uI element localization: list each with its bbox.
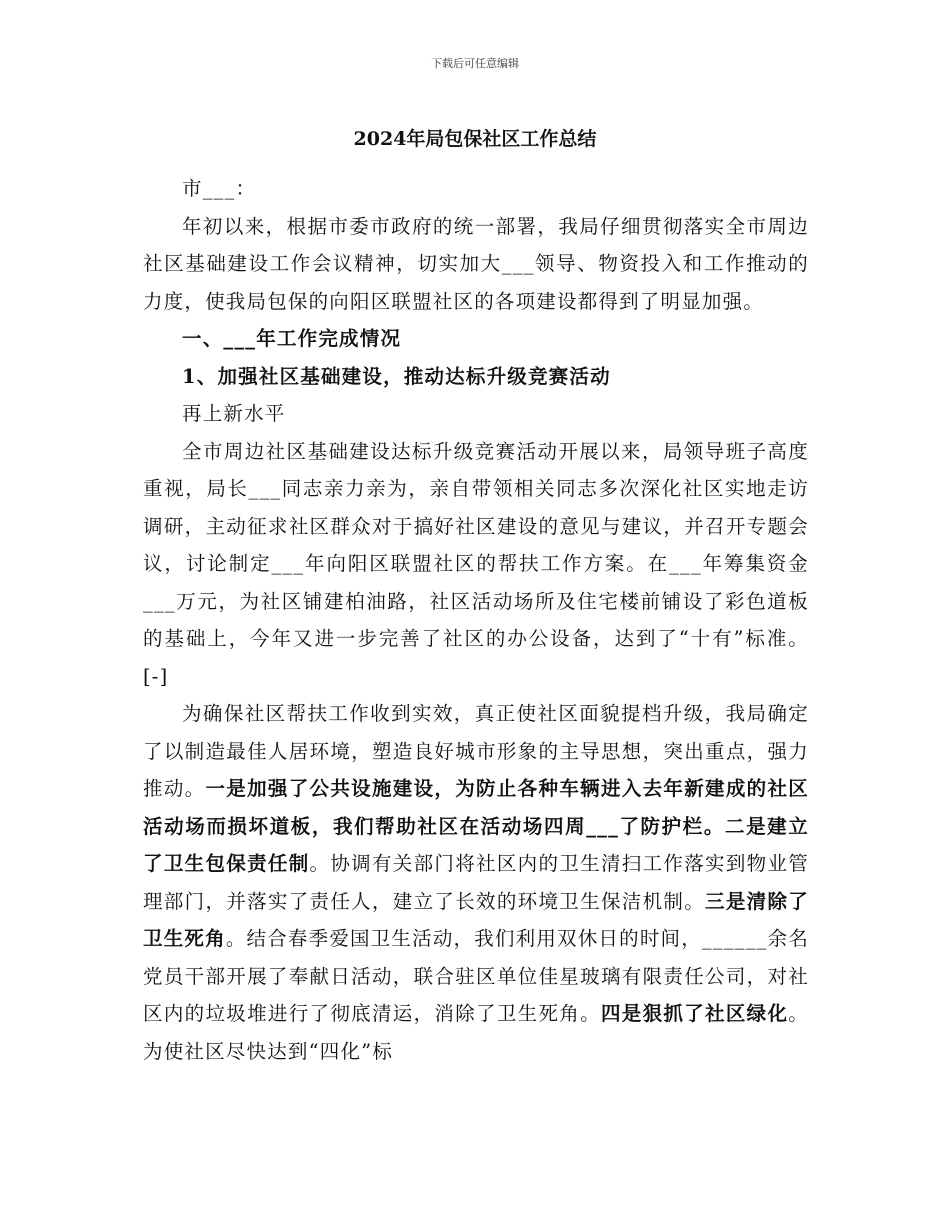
body-paragraph-1: 全市周边社区基础建设达标升级竞赛活动开展以来，局领导班子高度重视，局长___同志亲力亲为，亲自带领相关同志多次深化社区实地走访调研，主动征求社区群众对于搞好社区建设的意见与建议，并召开专题会议，讨论制定___年向阳区联盟社区的帮扶工作方案。在___年筹集资金___万元，为社区铺建柏油路，社区活动场所及住宅楼前铺设了彩色道板的基础上，今年又进一步完善了社区的办公设备，达到了“十有”标准。[-] [143, 439, 809, 688]
paragraph-text: 为确保社区帮扶工作收到实效，真正使社区面貌提档升级，我局确定了以制造最佳人居环境，塑造良好城市形象的主导思想，突出重点，强力推动。 [143, 702, 809, 800]
paragraph-text: 。协调有关部门将社区内的卫生清扫工作落实到物业管理部门，并落实了责任人，建立了长效的环境卫生保洁机制。 [143, 852, 809, 913]
paragraph-text: 。为使社区尽快达到“四化”标 [143, 1002, 809, 1063]
bold-point-1: 一是加强了公共设施建设，为防止各种车辆进入去年新建成的社区活动场而损坏道板，我们帮助社区在活动场四周___了防护栏。 [143, 777, 809, 838]
paragraph-text: 。结合春季爱国卫生活动，我们利用双休日的时间，______余名党员干部开展了奉献日活动，联合驻区单位佳星玻璃有限责任公司，对社区内的垃圾堆进行了彻底清运，消除了卫生死角。 [143, 927, 810, 1025]
intro-paragraph: 年初以来，根据市委市政府的统一部署，我局仔细贯彻落实全市周边社区基础建设工作会议精神，切实加大___领导、物资投入和工作推动的力度，使我局包保的向阳区联盟社区的各项建设都得到了明显加强。 [143, 214, 809, 313]
bold-point-3: 三是清除了卫生死角 [143, 889, 809, 950]
section-heading: 一、___年工作完成情况 [182, 327, 402, 350]
subsection-heading-continuation: 再上新水平 [182, 402, 286, 425]
body-paragraph-2 [143, 695, 809, 1070]
page-header-note: 下载后可任意编辑 [431, 57, 519, 70]
salutation: 市___： [182, 177, 257, 200]
bold-point-4: 四是狠抓了社区绿化 [600, 1002, 789, 1025]
bold-point-2: 二是建立了卫生包保责任制 [143, 814, 809, 875]
subsection-heading: 1、加强社区基础建设，推动达标升级竞赛活动 [182, 364, 611, 388]
document-body [143, 170, 809, 1070]
document-title: 2024年局包保社区工作总结 [353, 128, 597, 150]
